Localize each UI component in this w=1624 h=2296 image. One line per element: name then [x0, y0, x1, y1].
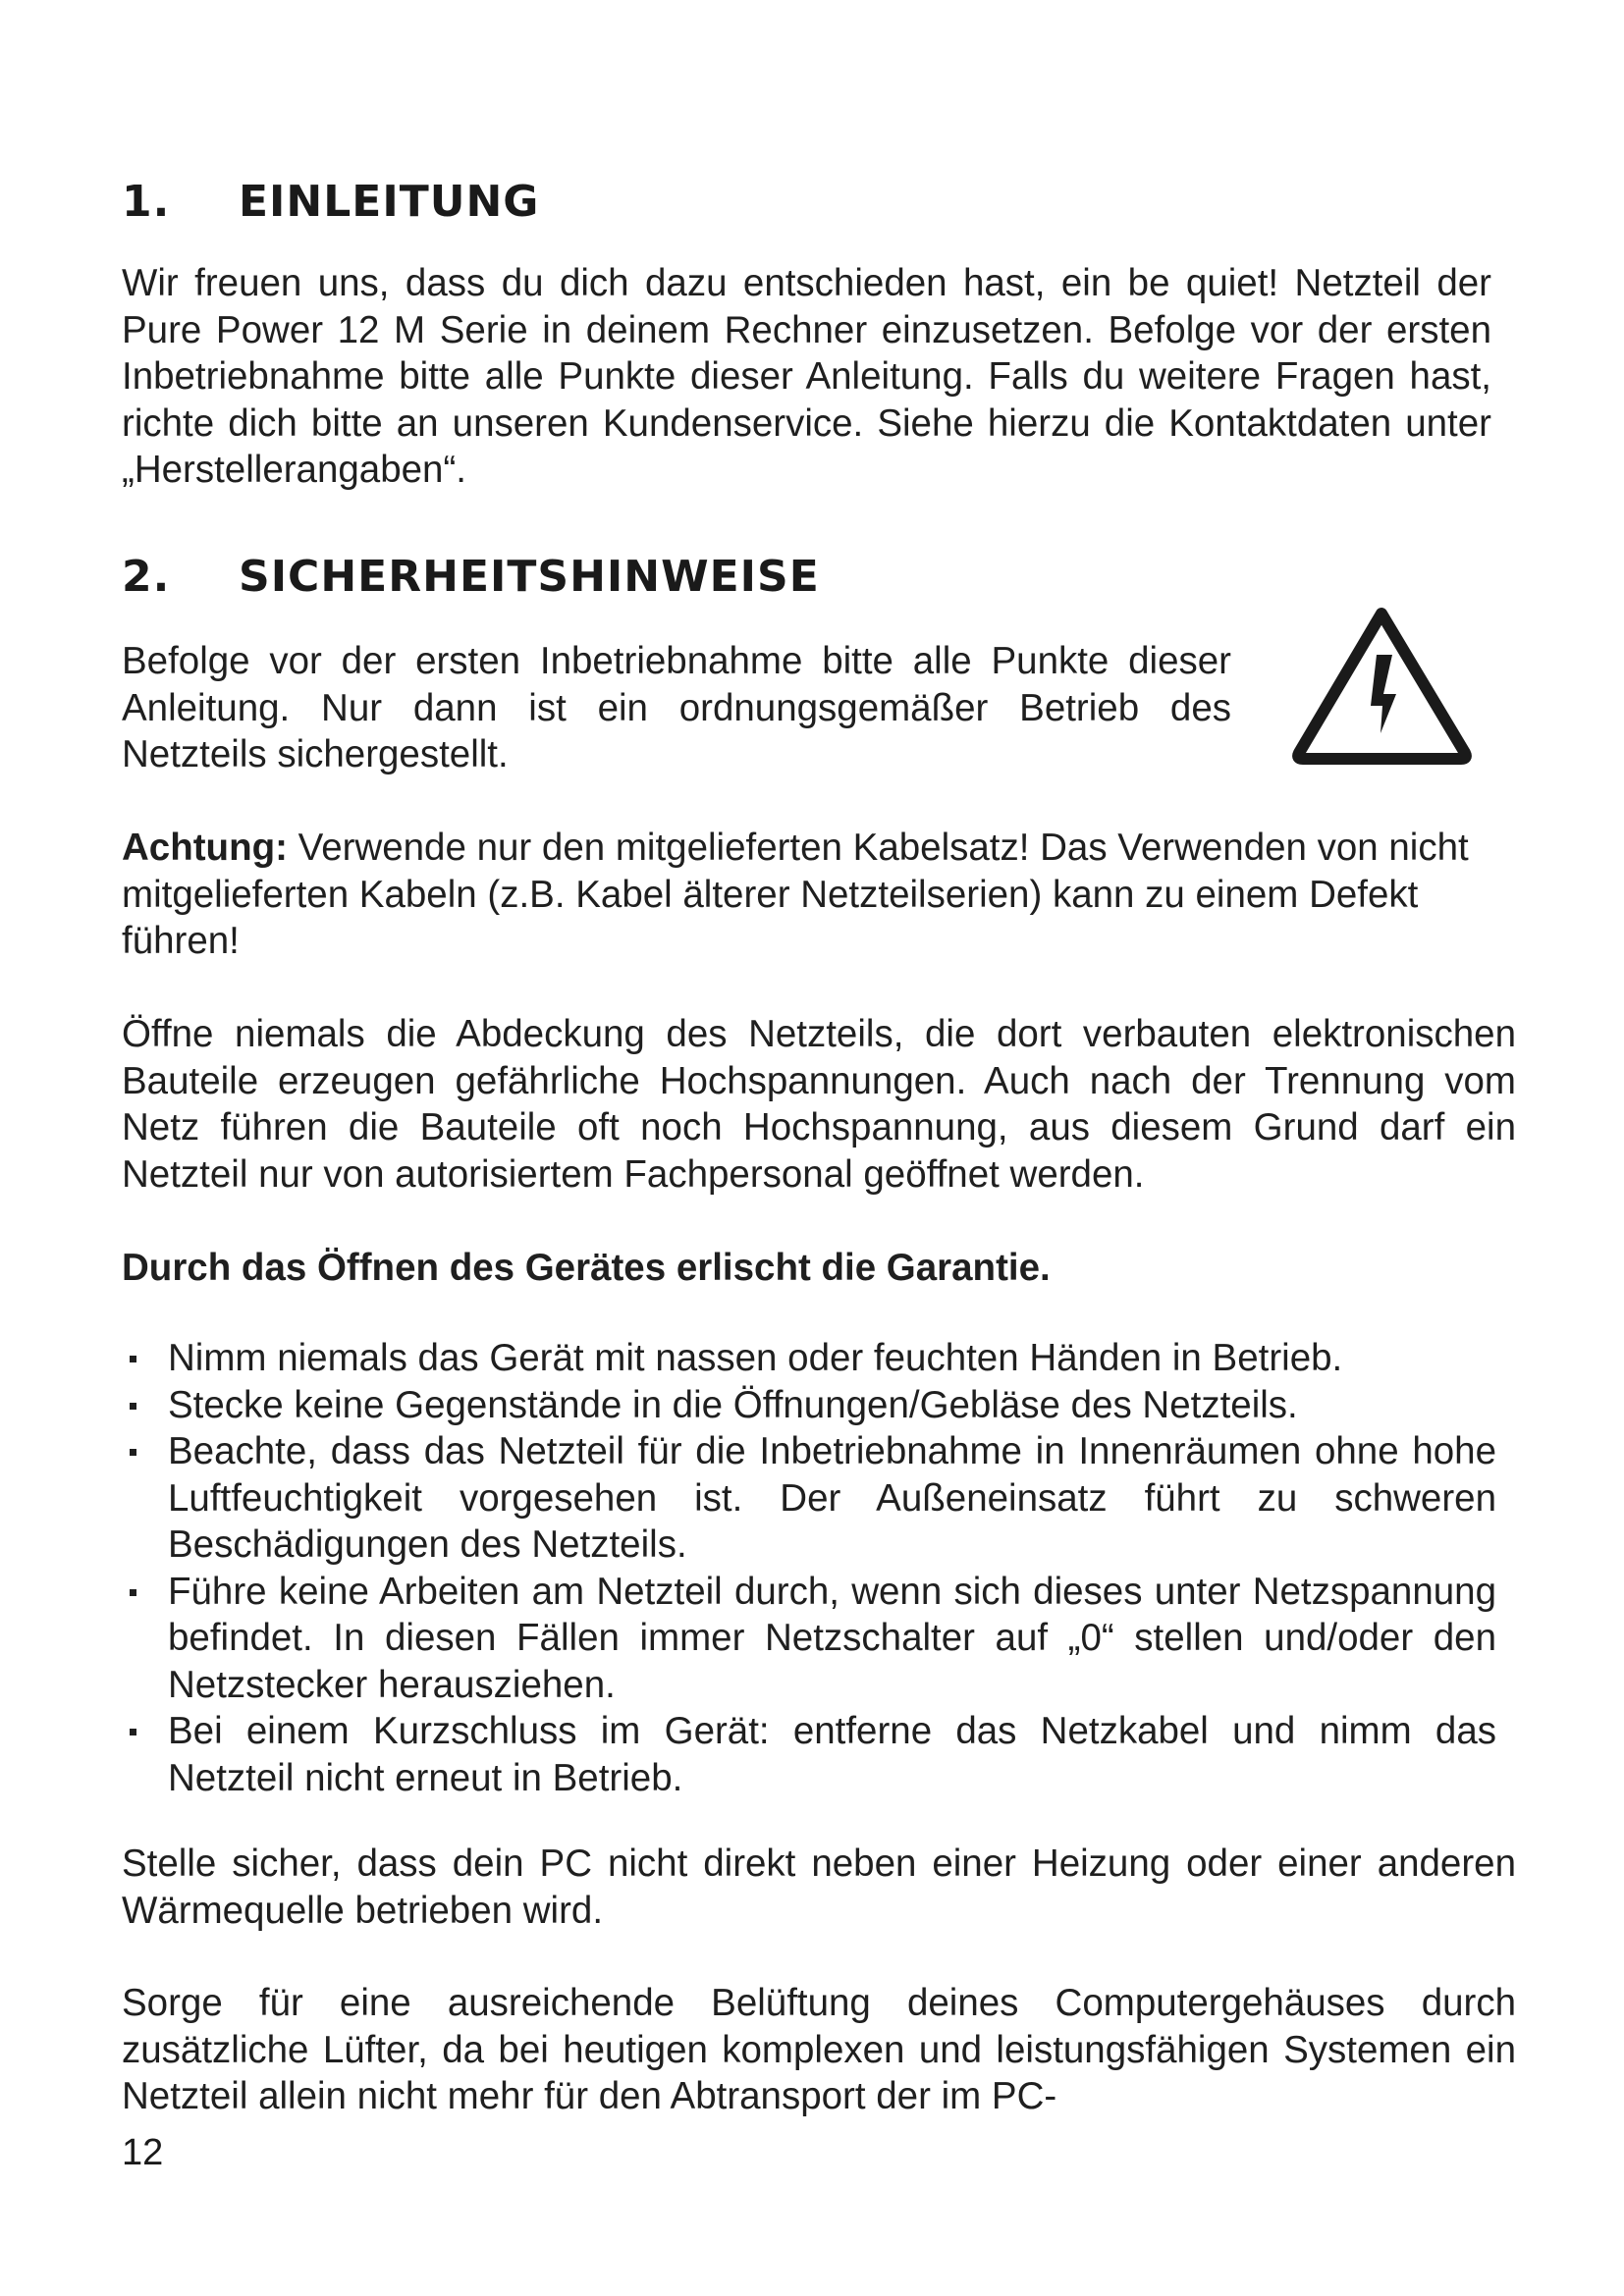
list-item: Nimm niemals das Gerät mit nassen oder feuchten Händen in Betrieb. [122, 1335, 1496, 1382]
section-2-heading [122, 552, 820, 602]
high-voltage-warning-icon [1290, 604, 1474, 766]
ventilation-note: Sorge für eine ausreichende Belüftung deines Computergehäuses durch zusätzliche Lüfter, da bei heutigen komplexen und leistungsfähigen Systemen ein Netzteil allein nicht mehr für den Abtransport der im PC- [122, 1982, 1516, 2117]
list-item: Führe keine Arbeiten am Netzteil durch, wenn sich dieses unter Netzspannung befindet. In diesen Fällen immer Netzschalter auf „0“ stellen und/oder den Netzstecker herausziehen. [122, 1569, 1496, 1709]
bullet-icon [130, 1403, 136, 1410]
achtung-label: Achtung: [122, 827, 288, 869]
heater-warning: Stelle sicher, dass dein PC nicht direkt neben einer Heizung oder einer anderen Wärmequelle betrieben wird. [122, 1842, 1516, 1932]
list-item: Beachte, dass das Netzteil für die Inbetriebnahme in Innenräumen ohne hohe Luftfeuchtigkeit vorgesehen ist. Der Außeneinsatz führt zu schweren Beschädigungen des Netzteils. [122, 1428, 1496, 1569]
safety-bullet-list [122, 1335, 1496, 1801]
warranty-notice: Durch das Öffnen des Gerätes erlischt die Garantie. [122, 1247, 1051, 1289]
section-1-number: 1. [122, 177, 171, 227]
achtung-text: Verwende nur den mitgelieferten Kabelsatz! Das Verwenden von nicht mitgelieferten Kabeln (z.B. Kabel älterer Netzteilserien) kann zu einem Defekt führen! [122, 827, 1469, 962]
achtung-paragraph [122, 825, 1516, 965]
list-item: Stecke keine Gegenstände in die Öffnungen/Gebläse des Netzteils. [122, 1382, 1496, 1429]
section-1-heading [122, 177, 539, 227]
bullet-icon [130, 1356, 136, 1362]
page-number: 12 [122, 2132, 164, 2173]
list-item: Bei einem Kurzschluss im Gerät: entferne das Netzkabel und nimm das Netzteil nicht erneut in Betrieb. [122, 1708, 1496, 1801]
section-2-title: SICHERHEITSHINWEISE [239, 552, 820, 602]
section-1-title: EINLEITUNG [239, 177, 540, 227]
bullet-icon [130, 1589, 136, 1596]
section-1-intro-text: Wir freuen uns, dass du dich dazu entschieden hast, ein be quiet! Netzteil der Pure Power 12 M Serie in deinem Rechner einzusetzen. Befolge vor der ersten Inbetriebnahme bitte alle Punkte dieser Anleitung. Falls du weitere Fragen hast, richte dich bitte an unseren Kundenservice. Siehe hierzu die Kontaktdaten unter „Herstellerangaben“. [122, 262, 1491, 491]
open-cover-warning: Öffne niemals die Abdeckung des Netzteils, die dort verbauten elektronischen Bauteile erzeugen gefährliche Hochspannungen. Auch nach der Trennung vom Netz führen die Bauteile oft noch Hochspannung, aus diesem Grund darf ein Netzteil nur von autorisiertem Fachpersonal geöffnet werden. [122, 1013, 1516, 1196]
bullet-icon [130, 1449, 136, 1456]
bullet-icon [130, 1729, 136, 1735]
safety-intro-text: Befolge vor der ersten Inbetriebnahme bitte alle Punkte dieser Anleitung. Nur dann ist ein ordnungsgemäßer Betrieb des Netzteils sichergestellt. [122, 640, 1231, 775]
section-2-number: 2. [122, 552, 171, 602]
